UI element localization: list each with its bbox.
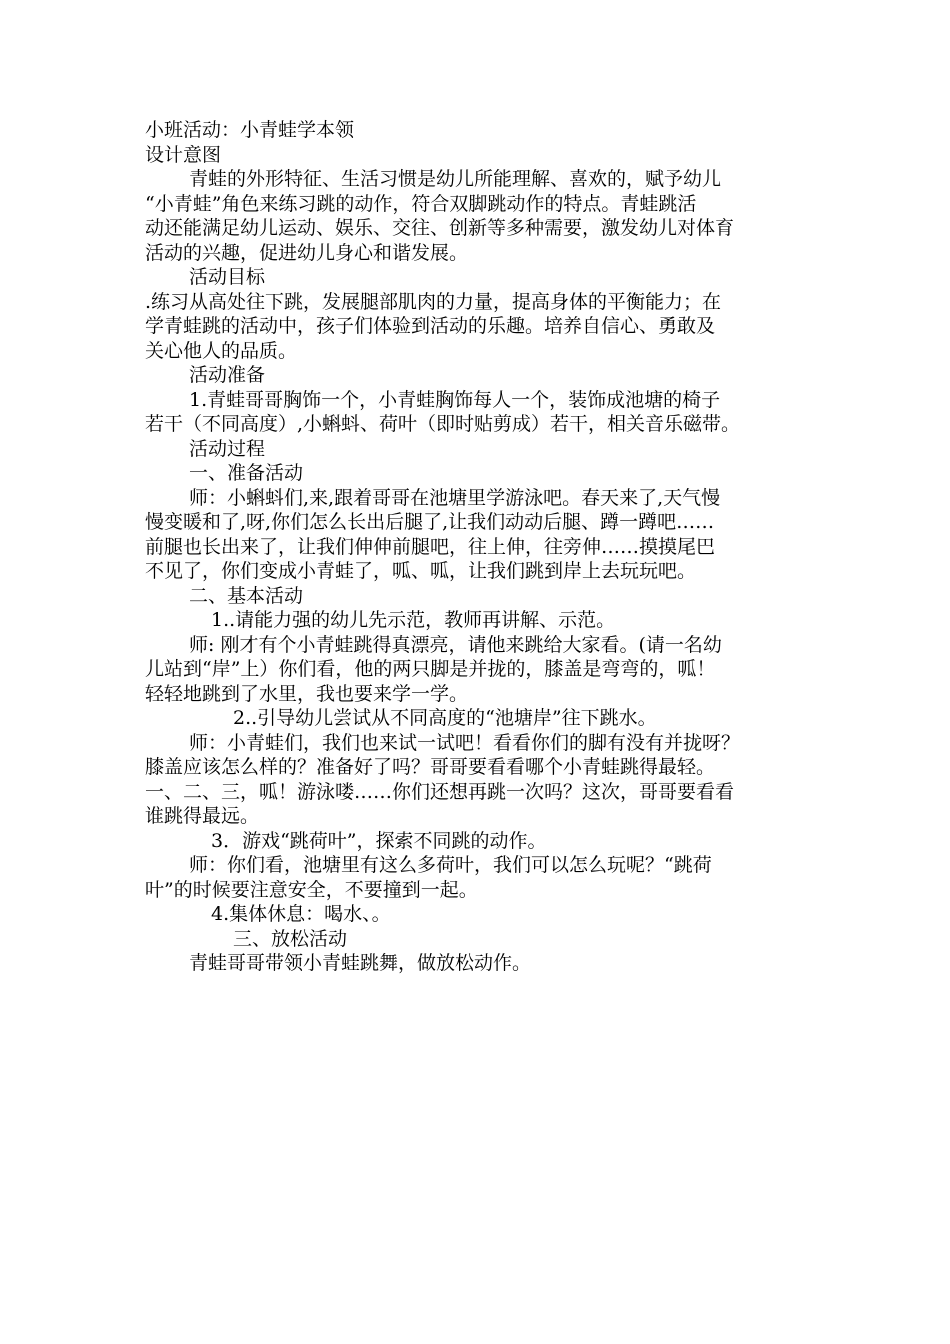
text-line: 前腿也长出来了，让我们伸伸前腿吧，往上伸，往旁伸……摸摸尾巴: [145, 535, 716, 558]
text-line: 青蛙的外形特征、生活习惯是幼儿所能理解、喜欢的，赋予幼儿: [189, 168, 722, 190]
text-line: 师: 刚才有个小青蛙跳得真漂亮，请他来跳给大家看。(请一名幼: [189, 633, 722, 656]
text-line: .练习从高处往下跳，发展腿部肌肉的力量，提高身体的平衡能力；在: [145, 290, 722, 313]
text-line: 活动过程: [189, 437, 266, 460]
text-line: 一、准备活动: [189, 462, 304, 484]
text-line: 叶”的时候要注意安全，不要撞到一起。: [145, 878, 478, 901]
text-line: 师：小蝌蚪们,来,跟着哥哥在池塘里学游泳吧。春天来了,天气慢: [189, 486, 721, 509]
text-line: 4.集体休息：喝水、。: [211, 903, 391, 925]
text-line: 设计意图: [145, 143, 222, 166]
text-line: 3．游戏“跳荷叶”，探索不同跳的动作。: [211, 829, 547, 852]
text-line: 三、放松活动: [233, 927, 348, 950]
text-line: 活动的兴趣，促进幼儿身心和谐发展。: [145, 241, 469, 264]
document-title: 小班活动：小青蛙学本领: [145, 119, 355, 141]
text-line: 谁跳得最远。: [145, 805, 260, 827]
text-line: 2..引导幼儿尝试从不同高度的“池塘岸”往下跳水。: [233, 707, 657, 729]
text-line: 师：小青蛙们，我们也来试一试吧！看看你们的脚有没有并拢呀？: [189, 731, 741, 754]
text-line: 儿站到“岸”上）你们看，他的两只脚是并拢的，膝盖是弯弯的，呱！: [145, 658, 716, 680]
text-line: 学青蛙跳的活动中，孩子们体验到活动的乐趣。培养自信心、勇敢及: [145, 315, 716, 337]
text-line: 关心他人的品质。: [145, 339, 298, 362]
text-line: “小青蛙”角色来练习跳的动作，符合双脚跳动作的特点。青蛙跳活: [145, 192, 697, 215]
text-line: 轻轻地跳到了水里，我也要来学一学。: [145, 682, 469, 705]
text-line: 膝盖应该怎么样的？准备好了吗？哥哥要看看哪个小青蛙跳得最轻。: [145, 756, 716, 778]
text-line: 动还能满足幼儿运动、娱乐、交往、创新等多种需要，激发幼儿对体育: [145, 217, 735, 239]
text-line: 若干（不同高度）,小蝌蚪、荷叶（即时贴剪成）若干，相关音乐磁带。: [145, 413, 741, 435]
text-line: 活动目标: [189, 266, 266, 288]
text-line: 二、基本活动: [189, 584, 304, 607]
text-line: 师：你们看，池塘里有这么多荷叶，我们可以怎么玩呢？“跳荷: [189, 854, 712, 876]
document-body: [145, 143, 815, 976]
text-line: 不见了，你们变成小青蛙了，呱、呱，让我们跳到岸上去玩玩吧。: [145, 560, 697, 582]
document-page: [145, 118, 815, 976]
text-line: 1.青蛙哥哥胸饰一个，小青蛙胸饰每人一个，装饰成池塘的椅子: [189, 388, 721, 411]
text-line: 青蛙哥哥带领小青蛙跳舞，做放松动作。: [189, 952, 532, 974]
text-line: 一、二、三，呱！游泳喽……你们还想再跳一次吗？这次，哥哥要看看: [145, 780, 735, 803]
text-line: 慢变暖和了,呀,你们怎么长出后腿了,让我们动动后腿、蹲一蹲吧……: [145, 511, 715, 533]
text-line: 1..请能力强的幼儿先示范，教师再讲解、示范。: [211, 609, 616, 631]
text-line: 活动准备: [189, 364, 266, 386]
